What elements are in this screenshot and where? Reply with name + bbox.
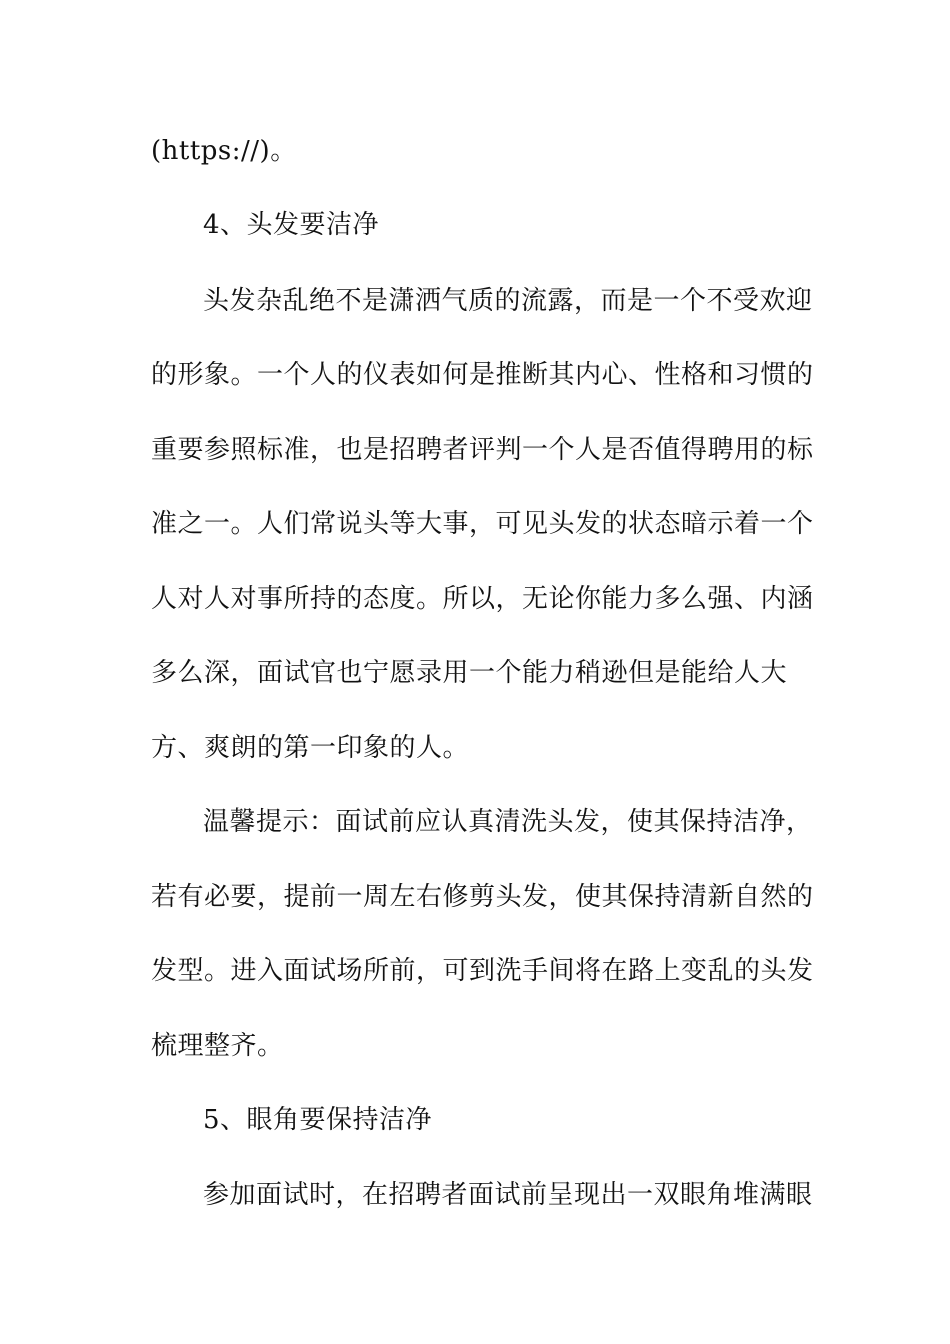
tip-line: 梳理整齐。 — [151, 1031, 284, 1061]
text-line-url: (https://)。 — [151, 136, 297, 166]
paragraph-line: 多么深，面试官也宁愿录用一个能力稍逊但是能给人大 — [151, 658, 788, 688]
paragraph-line: 人对人对事所持的态度。所以，无论你能力多么强、内涵 — [151, 584, 814, 614]
tip-line: 温馨提示：面试前应认真清洗头发，使其保持洁净， — [203, 807, 813, 837]
section-heading-eyes: 5、眼角要保持洁净 — [203, 1105, 433, 1135]
tip-line: 发型。进入面试场所前，可到洗手间将在路上变乱的头发 — [151, 956, 814, 986]
section-heading-hair: 4、头发要洁净 — [203, 210, 380, 240]
paragraph-line: 准之一。人们常说头等大事，可见头发的状态暗示着一个 — [151, 509, 814, 539]
tip-line: 若有必要，提前一周左右修剪头发，使其保持清新自然的 — [151, 882, 814, 912]
paragraph-line: 的形象。一个人的仪表如何是推断其内心、性格和习惯的 — [151, 360, 814, 390]
paragraph-line: 方、爽朗的第一印象的人。 — [151, 733, 470, 763]
paragraph-line: 重要参照标准，也是招聘者评判一个人是否值得聘用的标 — [151, 435, 814, 465]
paragraph-line: 头发杂乱绝不是潇洒气质的流露，而是一个不受欢迎 — [203, 286, 813, 316]
paragraph-line: 参加面试时，在招聘者面试前呈现出一双眼角堆满眼 — [203, 1180, 813, 1210]
